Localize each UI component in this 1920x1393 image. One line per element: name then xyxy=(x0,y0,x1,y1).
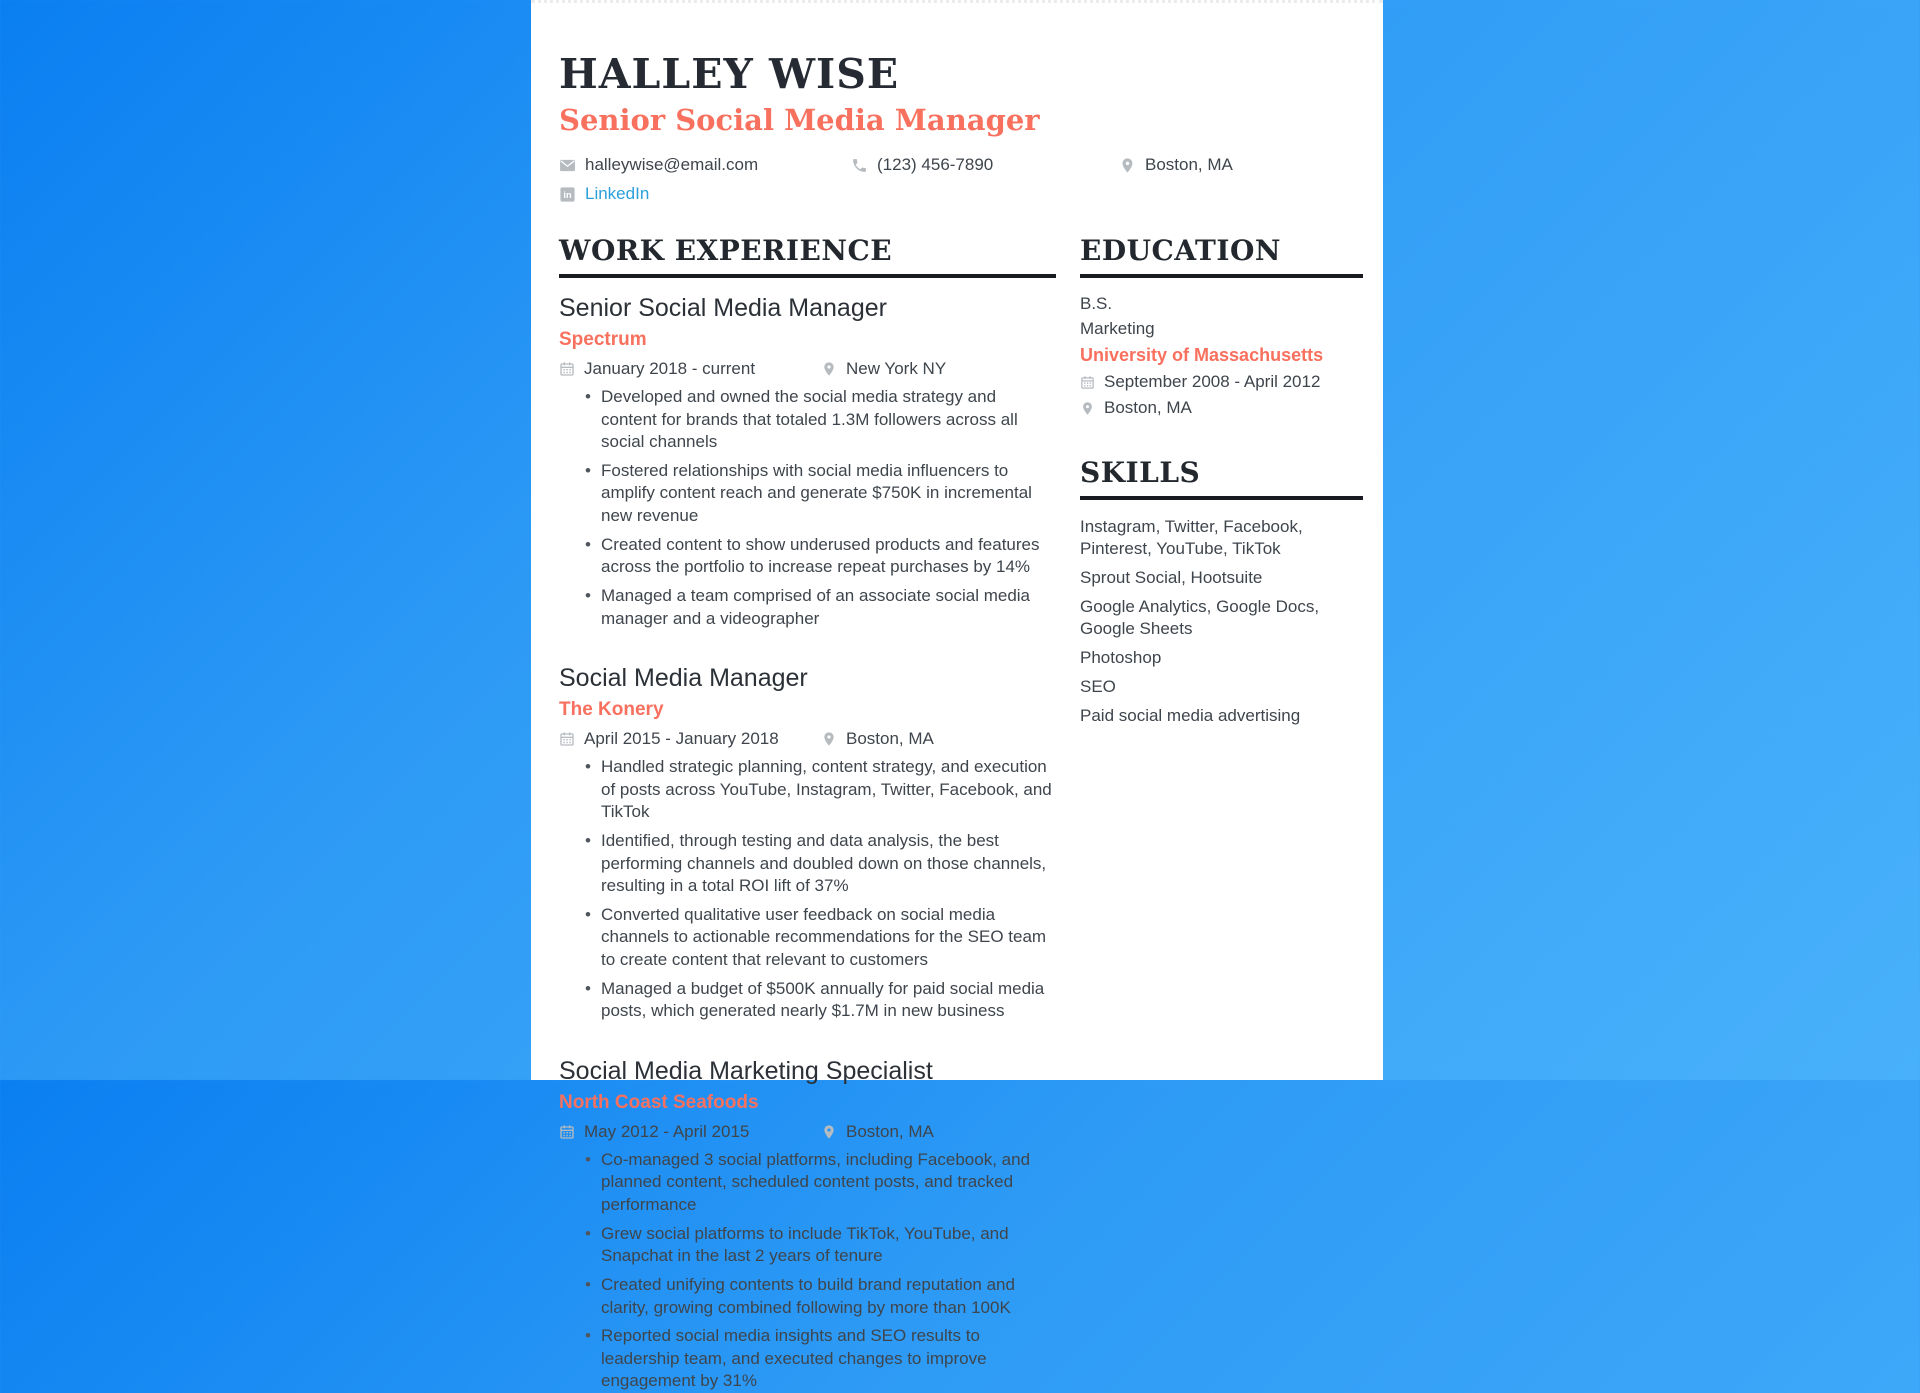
job-dates-text: May 2012 - April 2015 xyxy=(584,1121,750,1141)
bullet-item: • Managed a team comprised of an associate social media manager and a videographer xyxy=(559,585,1056,630)
calendar-icon xyxy=(559,361,575,377)
company-name: North Coast Seafoods xyxy=(559,1091,759,1113)
education-heading: EDUCATION xyxy=(1080,234,1363,278)
location-pin-icon xyxy=(1080,401,1095,416)
major-text: Marketing xyxy=(1080,319,1155,339)
bullet-item: • Grew social platforms to include TikTok, YouTube, and Snapchat in the last 2 years of tenure xyxy=(559,1223,1056,1268)
linkedin-icon xyxy=(559,186,576,203)
bullet-item: • Identified, through testing and data analysis, the best performing channels and doubled down on those channels, resulting in a total ROI lift of 37% xyxy=(559,830,1056,898)
contact-row-2 xyxy=(559,184,1361,204)
resume-header xyxy=(559,50,1361,204)
bullet-item: • Converted qualitative user feedback on social media channels to actionable recommendations for the SEO team to create content that relevant to customers xyxy=(559,904,1056,972)
job-title: Social Media Manager xyxy=(559,664,808,693)
location-text: Boston, MA xyxy=(1145,155,1233,175)
contact-location xyxy=(1119,155,1233,175)
job-dates-text: January 2018 - current xyxy=(584,359,756,379)
resume-body xyxy=(559,234,1361,1393)
skill-item: Instagram, Twitter, Facebook, Pinterest, YouTube, TikTok xyxy=(1080,517,1303,558)
calendar-icon xyxy=(1080,375,1095,390)
skill-item: SEO xyxy=(1080,676,1116,696)
job-dates-text: April 2015 - January 2018 xyxy=(584,729,779,749)
location-pin-icon xyxy=(821,1124,837,1140)
bullet-item: • Co-managed 3 social platforms, including Facebook, and planned content, scheduled content posts, and tracked performance xyxy=(559,1149,1056,1217)
contact-phone xyxy=(851,155,1119,175)
linkedin-link[interactable]: LinkedIn xyxy=(585,184,650,204)
contact-row xyxy=(559,155,1361,175)
job-location xyxy=(821,359,946,379)
work-experience-section xyxy=(559,234,1056,1393)
job-location-text: New York NY xyxy=(846,359,947,379)
skill-item: Sprout Social, Hootsuite xyxy=(1080,567,1263,587)
job-dates xyxy=(559,729,821,749)
bullet-item: • Managed a budget of $500K annually for paid social media posts, which generated nearly $1.7M in new business xyxy=(559,978,1056,1023)
skill-item: Photoshop xyxy=(1080,647,1162,667)
education-entry xyxy=(1080,294,1363,418)
skill-item: Google Analytics, Google Docs, Google Sheets xyxy=(1080,596,1320,638)
job-title: Social Media Marketing Specialist xyxy=(559,1056,933,1085)
calendar-icon xyxy=(559,731,575,747)
job-entry xyxy=(559,1057,1056,1393)
school-name: University of Massachusetts xyxy=(1080,345,1324,366)
right-column xyxy=(1080,234,1363,1393)
contact-linkedin xyxy=(559,184,649,204)
contact-email xyxy=(559,155,851,175)
work-experience-heading: WORK EXPERIENCE xyxy=(559,234,1056,278)
job-dates xyxy=(559,359,821,379)
resume-headline: Senior Social Media Manager xyxy=(559,103,1040,138)
job-location-text: Boston, MA xyxy=(846,1121,934,1141)
bullet-item: • Created unifying contents to build brand reputation and clarity, growing combined following by more than 100K xyxy=(559,1274,1056,1319)
job-meta xyxy=(559,729,1056,749)
resume-page xyxy=(531,0,1383,1391)
job-entry xyxy=(559,664,1056,1023)
phone-text: (123) 456-7890 xyxy=(877,155,994,175)
job-location-text: Boston, MA xyxy=(846,729,934,749)
skills-heading: SKILLS xyxy=(1080,456,1363,500)
job-location xyxy=(821,1122,934,1142)
resume-name: HALLEY WISE xyxy=(559,50,900,98)
email-text: halleywise@email.com xyxy=(585,155,759,175)
job-dates xyxy=(559,1122,821,1142)
company-name: Spectrum xyxy=(559,329,647,351)
job-meta xyxy=(559,359,1056,379)
phone-icon xyxy=(851,157,868,174)
company-name: The Konery xyxy=(559,699,664,721)
education-dates-text: September 2008 - April 2012 xyxy=(1104,372,1321,392)
bullet-item: • Developed and owned the social media strategy and content for brands that totaled 1.3M followers across all social channels xyxy=(559,386,1056,454)
bullet-item: • Handled strategic planning, content strategy, and execution of posts across YouTube, Instagram, Twitter, Facebook, and TikTok xyxy=(559,756,1056,824)
bullet-item: • Reported social media insights and SEO results to leadership team, and executed changes to improve engagement by 31% xyxy=(559,1325,1056,1393)
education-location xyxy=(1080,398,1363,418)
location-pin-icon xyxy=(1119,157,1136,174)
calendar-icon xyxy=(559,1124,575,1140)
degree-text: B.S. xyxy=(1080,294,1113,314)
location-pin-icon xyxy=(821,731,837,747)
job-bullets xyxy=(559,1149,1056,1393)
job-bullets xyxy=(559,756,1056,1023)
job-location xyxy=(821,729,934,749)
job-bullets xyxy=(559,386,1056,630)
education-location-text: Boston, MA xyxy=(1104,398,1192,418)
location-pin-icon xyxy=(821,361,837,377)
skill-item: Paid social media advertising xyxy=(1080,705,1301,725)
envelope-icon xyxy=(559,157,576,174)
bullet-item: • Fostered relationships with social media influencers to amplify content reach and generate $750K in incremental new revenue xyxy=(559,460,1056,528)
bullet-item: • Created content to show underused products and features across the portfolio to increase repeat purchases by 14% xyxy=(559,534,1056,579)
job-entry xyxy=(559,294,1056,630)
education-dates xyxy=(1080,372,1363,392)
skills-list xyxy=(1080,516,1363,726)
job-title: Senior Social Media Manager xyxy=(559,294,887,323)
job-meta xyxy=(559,1122,1056,1142)
